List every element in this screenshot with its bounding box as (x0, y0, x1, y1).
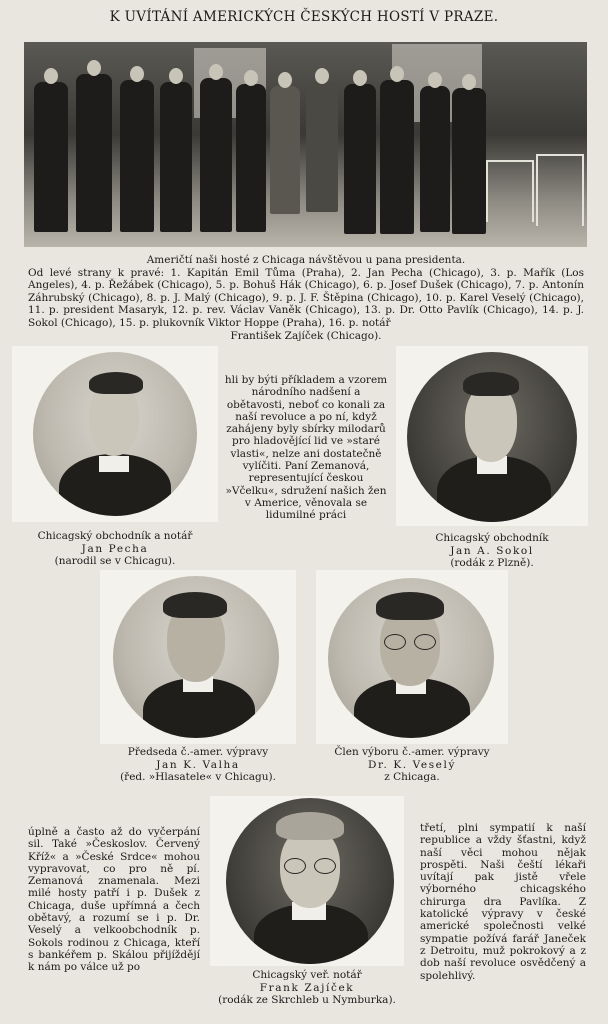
caption-sokol-name: Jan A. Sokol (450, 544, 534, 557)
caption-valha-role: Předseda č.-amer. výpravy (127, 746, 269, 758)
caption-pecha (12, 530, 218, 568)
caption-sokol (396, 532, 588, 570)
caption-end: František Zajíček (Chicago). (230, 329, 382, 342)
caption-vesely-role: Člen výboru č.-amer. výpravy (334, 746, 490, 758)
portrait-sokol (407, 352, 577, 522)
article-text-bottom-right: třetí, plni sympatií k naší republice a vždy šťastni, když naší věci mohou nějak prospěti. Naši čeští lékaři uvítají pak jistě vřele výborného chicagského chirurga dra Pavlíka. Z katolické výpravy v české americké společnosti velké sympatie požívá farář Janeček z Detroitu, muž pokrokový a z dob naší revoluce osvědčený a spolehlivý. (420, 822, 586, 982)
caption-zajicek-role: Chicagský veř. notář (252, 969, 362, 981)
caption-valha-name: Jan K. Valha (156, 758, 240, 771)
caption-pecha-note: (narodil se v Chicagu). (54, 555, 176, 567)
caption-pecha-role: Chicagský obchodník a notář (37, 530, 193, 542)
group-photo (24, 42, 587, 247)
caption-valha-note: (řed. »Hlasatele« v Chicagu). (120, 771, 276, 783)
article-text-middle: hli by býti příkladem a vzorem národního nadšení a obětavosti, neboť co konali za naší revoluce a po ní, když zahájeny byly sbírky milodarů pro hladovějící lid ve »staré vlasti«, nelze ani dostatečně vylíčiti. Paní Zemanová, representující českou »Včelku«, sdružení našich žen v Americe, věnovala se lidumilné práci (224, 374, 388, 522)
caption-valha (100, 746, 296, 784)
portrait-zajicek (226, 798, 394, 964)
portrait-vesely (328, 578, 494, 738)
portrait-valha (113, 576, 279, 738)
caption-zajicek (210, 969, 404, 1007)
caption-vesely-name: Dr. K. Veselý (367, 758, 456, 771)
caption-list: Od levé strany k pravé: 1. Kapitán Emil Tůma (Praha), 2. Jan Pecha (Chicago), 3. p. Mařík (Los Angeles), 4. p. Řežábek (Chicago), 5. p. Bohuš Hák (Chicago), 6. p. Josef Dušek (Chicago), 7. p. Antonín Záhrubský (Chicago), 8. p. J. Malý (Chicago), 9. p. J. F. Štěpina (Chicago), 10. p. Karel Veselý (Chicago), 11. p. president Masaryk, 12. p. rev. Václav Vaněk (Chicago), 13. p. Dr. Otto Pavlík (Chicago), 14. p. J. Sokol (Chicago), 15. p. plukovník Viktor Hoppe (Praha), 16. p. notář (28, 266, 584, 329)
portrait-pecha (33, 352, 197, 516)
caption-heading: Američtí naši hosté z Chicaga návštěvou u pana presidenta. (146, 254, 466, 266)
page-title: K UVÍTÁNÍ AMERICKÝCH ČESKÝCH HOSTÍ V PRAZE. (109, 9, 499, 25)
caption-vesely (316, 746, 508, 784)
caption-vesely-note: z Chicaga. (384, 771, 440, 783)
caption-zajicek-note: (rodák ze Skrchleb u Nymburka). (218, 994, 396, 1006)
caption-sokol-role: Chicagský obchodník (435, 532, 549, 544)
group-photo-caption (28, 254, 584, 342)
caption-pecha-name: Jan Pecha (81, 542, 149, 555)
caption-zajicek-name: Frank Zajíček (259, 981, 355, 994)
article-text-bottom-left: úplně a často až do vyčerpání sil. Také »Českoslov. Červený Kříž« a »České Srdce« mohou vypravovat, co pro ně pí. Zemanová znamenala. Mezi milé hosty patří i p. Dušek z Chicaga, duše upřímná a čech obětavý, a rozumí se i p. Dr. Veselý a velkoobchodník p. Sokols rodinou z Chicaga, kteří s bankéřem p. Skálou přijíždějí k nám po válce už po (28, 826, 200, 974)
caption-sokol-note: (rodák z Plzně). (450, 557, 534, 569)
